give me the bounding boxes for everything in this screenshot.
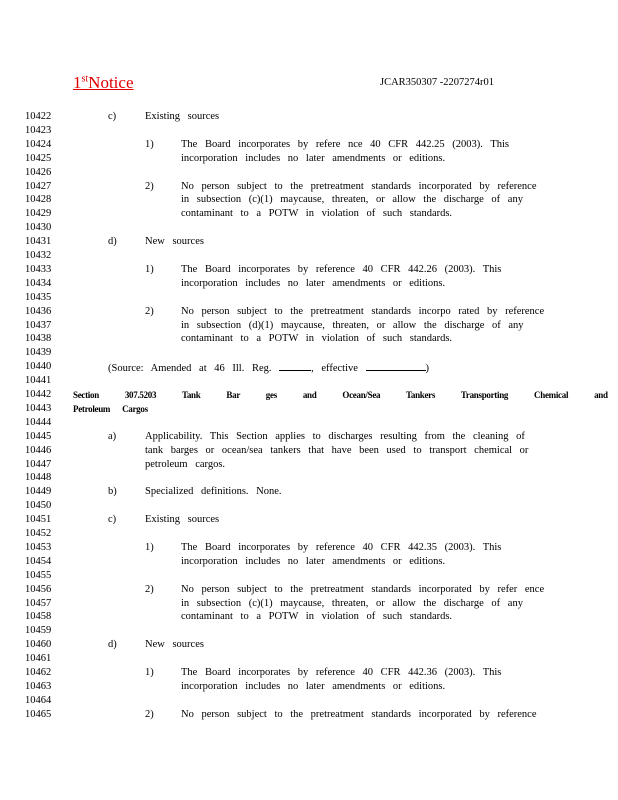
document-line	[0, 402, 618, 416]
line-number: 10459	[25, 625, 52, 637]
document-line	[0, 499, 618, 513]
line-number: 10434	[25, 277, 52, 289]
line-text: d)	[108, 639, 117, 651]
line-text: 2)	[145, 180, 154, 192]
document-line	[0, 694, 618, 708]
line-number: 10464	[25, 694, 52, 706]
line-number: 10428	[25, 194, 52, 206]
line-text: tank barges or ocean/sea tankers that have been used to transport chemical or	[145, 444, 529, 456]
line-number: 10430	[25, 222, 52, 234]
document-line	[0, 541, 618, 555]
document-line	[0, 666, 618, 680]
document-line	[0, 319, 618, 333]
document-line	[0, 652, 618, 666]
line-number: 10431	[25, 236, 52, 248]
document-line	[0, 291, 618, 305]
document-line	[0, 555, 618, 569]
document-line	[0, 388, 618, 402]
line-text: c)	[108, 514, 117, 526]
line-text: Existing sources	[145, 111, 220, 122]
line-number: 10465	[25, 708, 52, 720]
line-text: Specialized definitions. None.	[145, 486, 282, 498]
document-line	[0, 569, 618, 583]
line-text: No person subject to the pretreatment standards incorporated by reference	[181, 708, 537, 720]
line-number: 10429	[25, 208, 52, 220]
document-line	[0, 416, 618, 430]
line-text: a)	[108, 430, 117, 442]
line-text: New sources	[145, 639, 204, 651]
document-line	[0, 360, 618, 374]
line-text: incorporation includes no later amendments or editions.	[181, 277, 446, 289]
line-text: The Board incorporates by refere nce 40 CFR 442.25 (2003). This	[181, 138, 509, 150]
document-line	[0, 110, 618, 124]
document-line	[0, 263, 618, 277]
line-text: contaminant to a POTW in violation of such standards.	[181, 333, 453, 345]
document-line	[0, 624, 618, 638]
line-number: 10425	[25, 152, 52, 164]
line-text: New sources	[145, 236, 204, 248]
line-number: 10451	[25, 514, 52, 526]
document-line	[0, 513, 618, 527]
document-line	[0, 346, 618, 360]
page-header	[0, 73, 618, 93]
line-number: 10437	[25, 319, 52, 331]
line-number: 10439	[25, 347, 52, 359]
document-line	[0, 430, 618, 444]
line-number: 10441	[25, 375, 52, 387]
line-number: 10432	[25, 250, 52, 261]
line-number: 10462	[25, 667, 52, 678]
line-number: 10461	[25, 653, 52, 665]
line-number: 10422	[25, 111, 52, 122]
document-id: JCAR350307 -2207274r01	[380, 77, 495, 88]
line-text: c)	[108, 111, 117, 122]
line-text: 2)	[145, 305, 154, 317]
line-number: 10426	[25, 166, 52, 178]
line-text: Applicability. This Section applies to discharges resulting from the cleaning of	[145, 430, 525, 442]
document-line	[0, 708, 618, 722]
document-line	[0, 124, 618, 138]
line-text: 2)	[145, 583, 154, 595]
document-line	[0, 471, 618, 485]
document-line	[0, 332, 618, 346]
date-blank	[366, 360, 426, 371]
document-line	[0, 221, 618, 235]
line-number: 10454	[25, 555, 52, 567]
line-text: 2)	[145, 708, 154, 720]
line-number: 10444	[25, 416, 52, 428]
line-text: No person subject to the pretreatment standards incorporated by refer ence	[181, 583, 545, 595]
section-heading-text: Petroleum Cargos	[73, 403, 148, 414]
section-heading-text: Section 307.5203 Tank Bar ges and Ocean/Sea Tankers Transporting Chemical and	[73, 390, 608, 400]
document-line	[0, 610, 618, 624]
line-number: 10456	[25, 583, 52, 595]
document-line	[0, 180, 618, 194]
document-line	[0, 152, 618, 166]
line-number: 10443	[25, 402, 52, 414]
line-text: incorporation includes no later amendments or editions.	[181, 555, 446, 567]
line-number: 10458	[25, 611, 52, 623]
line-number: 10427	[25, 180, 52, 192]
line-number: 10438	[25, 333, 52, 345]
line-number: 10463	[25, 680, 52, 692]
line-text: The Board incorporates by reference 40 CFR 442.35 (2003). This	[181, 541, 502, 553]
line-number: 10453	[25, 541, 52, 553]
line-text: The Board incorporates by reference 40 CFR 442.26 (2003). This	[181, 263, 502, 275]
line-number: 10446	[25, 444, 52, 456]
line-text: 1)	[145, 138, 154, 150]
notice-label: 1stNotice	[73, 73, 134, 92]
line-number: 10436	[25, 305, 52, 317]
document-line	[0, 166, 618, 180]
line-text: No person subject to the pretreatment standards incorporated by reference	[181, 180, 537, 192]
line-number: 10447	[25, 458, 52, 470]
document-line	[0, 597, 618, 611]
line-text: incorporation includes no later amendments or editions.	[181, 680, 446, 692]
document-line	[0, 638, 618, 652]
document-line	[0, 485, 618, 499]
line-text: 1)	[145, 667, 154, 678]
line-number: 10440	[25, 361, 52, 373]
document-line	[0, 444, 618, 458]
line-text: b)	[108, 486, 117, 498]
line-number: 10457	[25, 597, 52, 609]
document-line	[0, 305, 618, 319]
document-line	[0, 207, 618, 221]
line-number: 10448	[25, 472, 52, 484]
line-number: 10449	[25, 486, 52, 498]
line-number: 10460	[25, 639, 52, 651]
line-text: d)	[108, 236, 117, 248]
line-text: The Board incorporates by reference 40 CFR 442.36 (2003). This	[181, 667, 502, 678]
line-text: in subsection (d)(1) maycause, threaten, or allow the discharge of any	[181, 319, 524, 331]
line-text: (Source: Amended at 46 Ill. Reg. , effective )	[108, 360, 429, 376]
document-line	[0, 680, 618, 694]
line-text: incorporation includes no later amendments or editions.	[181, 152, 446, 164]
volume-blank	[279, 360, 311, 371]
line-text: in subsection (c)(1) maycause, threaten, or allow the discharge of any	[181, 194, 523, 206]
line-number: 10450	[25, 500, 52, 512]
line-text: 1)	[145, 541, 154, 553]
line-text: contaminant to a POTW in violation of such standards.	[181, 611, 453, 623]
line-number: 10442	[25, 389, 52, 400]
document-line	[0, 235, 618, 249]
line-text: petroleum cargos.	[145, 458, 226, 470]
line-text: No person subject to the pretreatment standards incorpo rated by reference	[181, 305, 545, 317]
line-number: 10435	[25, 291, 52, 303]
document-line	[0, 374, 618, 388]
line-number: 10445	[25, 430, 52, 442]
document-line	[0, 249, 618, 263]
document-line	[0, 138, 618, 152]
line-number: 10455	[25, 569, 52, 581]
line-text: Existing sources	[145, 514, 220, 526]
document-line	[0, 277, 618, 291]
line-text: contaminant to a POTW in violation of such standards.	[181, 208, 453, 220]
line-number: 10424	[25, 138, 52, 150]
document-line	[0, 193, 618, 207]
document-line	[0, 527, 618, 541]
source-effective-text: , effective	[311, 363, 366, 375]
line-number: 10452	[25, 528, 52, 539]
document-line	[0, 458, 618, 472]
document-line	[0, 583, 618, 597]
line-number: 10423	[25, 124, 52, 136]
line-text: in subsection (c)(1) maycause, threaten, or allow the discharge of any	[181, 597, 523, 609]
line-number: 10433	[25, 263, 52, 275]
source-close-paren: )	[425, 363, 430, 375]
line-text: 1)	[145, 263, 154, 275]
